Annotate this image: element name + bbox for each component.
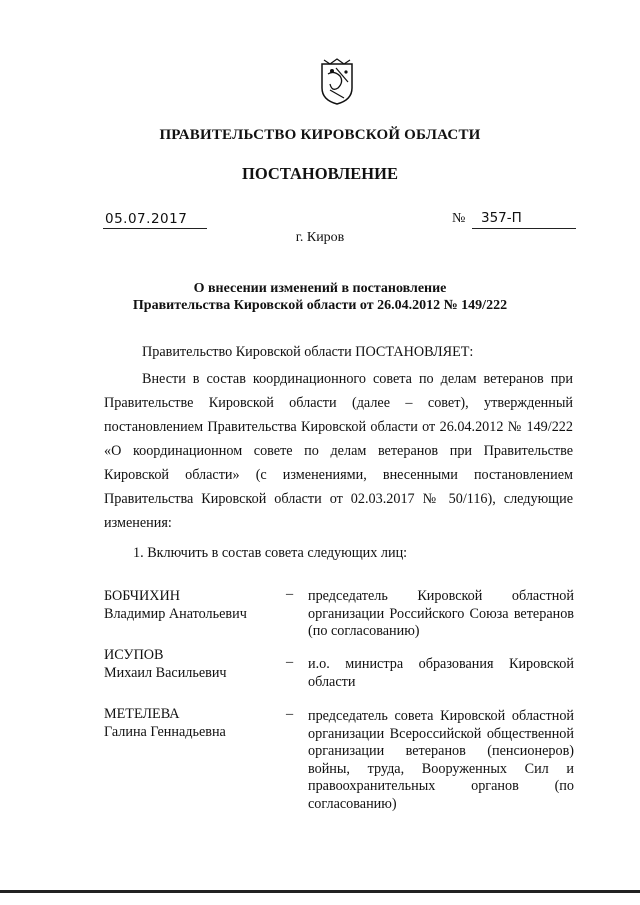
member-name: Галина Геннадьевна bbox=[104, 723, 226, 740]
subject-line-2: Правительства Кировской области от 26.04.2012 № 149/222 bbox=[132, 298, 508, 313]
document-type: ПОСТАНОВЛЕНИЕ bbox=[242, 164, 398, 183]
main-paragraph: Внести в состав координационного совета по делам ветеранов при Правительстве Кировской области (далее – совет), утвержденный постановлением Правительства Кировской области от 26.04.2012 № 149/222 «О координационном совете по делам ветеранов при Правительстве Кировской области» (с изменениями, внесенными постановлением Правительства Кировской области от 02.03.2017 № 50/116), следующие изменения: bbox=[104, 371, 573, 531]
member-dash: – bbox=[286, 706, 294, 722]
preamble: Правительство Кировской области ПОСТАНОВЛЯЕТ: bbox=[142, 344, 474, 360]
number-underline bbox=[472, 228, 576, 229]
subject-line-1: О внесении изменений в постановление bbox=[193, 281, 447, 296]
member-name: Владимир Анатольевич bbox=[104, 605, 247, 622]
government-title: ПРАВИТЕЛЬСТВО КИРОВСКОЙ ОБЛАСТИ bbox=[159, 127, 481, 143]
list-item-1: 1. Включить в состав совета следующих лиц: bbox=[133, 545, 408, 561]
document-subject bbox=[90, 280, 550, 314]
document-number: 357-П bbox=[481, 210, 522, 226]
member-surname: ИСУПОВ bbox=[104, 647, 164, 663]
member-description: председатель Кировской областной организации Российского Союза ветеранов (по согласованию) bbox=[308, 588, 574, 639]
page-bottom-border bbox=[0, 890, 640, 893]
date-underline bbox=[103, 228, 207, 229]
member-3 bbox=[104, 706, 226, 741]
member-surname: БОБЧИХИН bbox=[104, 588, 180, 604]
member-dash: – bbox=[286, 586, 294, 602]
member-surname: МЕТЕЛЕВА bbox=[104, 706, 180, 722]
member-name: Михаил Васильевич bbox=[104, 664, 227, 681]
document-date: 05.07.2017 bbox=[105, 211, 188, 227]
city: г. Киров bbox=[295, 230, 345, 245]
member-2 bbox=[104, 647, 227, 682]
member-dash: – bbox=[286, 654, 294, 670]
coat-of-arms-icon bbox=[320, 58, 354, 106]
member-1 bbox=[104, 588, 247, 623]
number-sign: № bbox=[452, 211, 466, 226]
member-description: и.о. министра образования Кировской области bbox=[308, 656, 574, 690]
member-description: председатель совета Кировской областной организации Всероссийской общественной организации ветеранов (пенсионеров) войны, труда, Вооруженных Сил и правоохранительных органов (по согласованию) bbox=[308, 708, 574, 812]
